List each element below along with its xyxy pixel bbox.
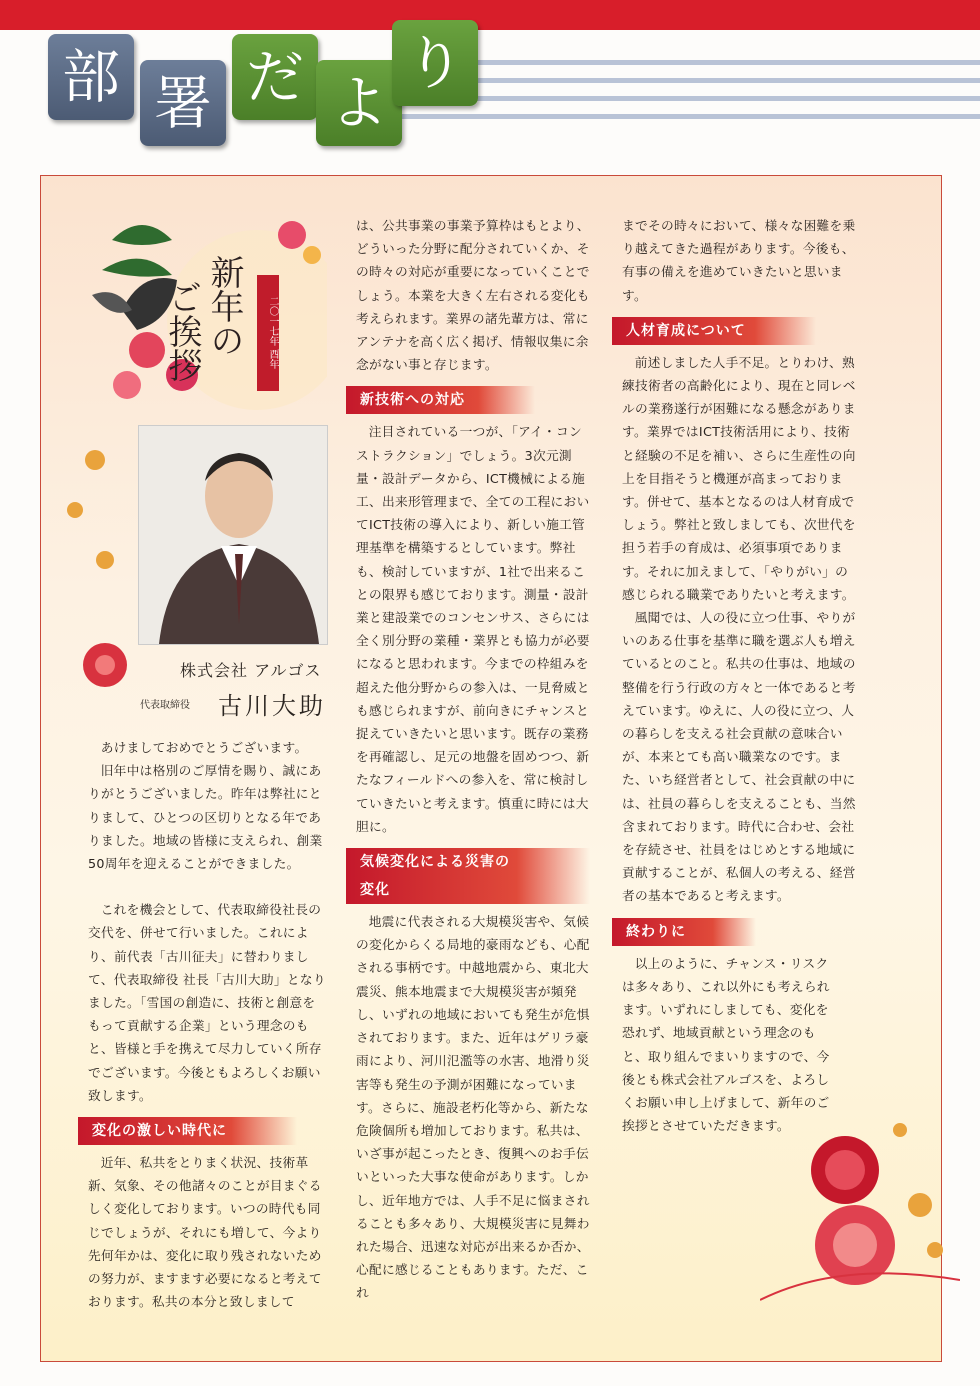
floral-decoration-right — [760, 1100, 960, 1310]
paragraph: 注目されている一つが、「アイ・コンストラクション」でしょう。3次元測量・設計データから、ICT機械による施工、出来形管理まで、全ての工程においてICT技術の導入により、新しい施工管理基準を構築するとしています。弊社も、検討していますが、1社で出来ることの限界も感じております。測量・設計業と建設業でのコンセンサス、さらには全く別分野の業種・業界とも協力が必要になると思われます。今までの枠組みを超えた他分野からの参入は、一見脅威とも感じられますが、前向きにチャンスと捉えていきたいと思います。既存の業務を再確認し、足元の地盤を固めつつ、新たなフィールドへの参入を、常に検討していきたいと考えます。慎重に時には大胆に。 — [356, 424, 590, 834]
company-name: 株式会社 アルゴス — [180, 661, 322, 680]
top-red-bar — [0, 0, 980, 30]
header-tile-sho: 署 — [140, 60, 226, 146]
section-heading: 変化の激しい時代に — [78, 1117, 297, 1145]
section-heading: 終わりに — [612, 918, 756, 946]
author-role: 代表取締役 — [140, 700, 190, 711]
header-tile-da: だ — [232, 34, 318, 120]
new-year-banner — [82, 200, 327, 430]
paragraph: までその時々において、様々な困難を乗り越えてきた過程があります。今後も、有事の備えを進めていきたいと思います。 — [622, 218, 856, 303]
column-2 — [356, 214, 590, 1305]
paragraph: 近年、私共をとりまく状況、技術革新、気象、その他諸々のことが目まぐるしく変化しております。いつの時代も同じでしょうが、それにも増して、今より先何年かは、変化に取り残されないための努力が、ますます必要になると考えております。私共の本分と致しまして — [88, 1155, 322, 1310]
section-heading: 気候変化による災害の変化 — [346, 848, 590, 904]
section-heading: 人材育成について — [612, 317, 816, 345]
paragraph: これを機会として、代表取締役社長の交代を、併せて行いました。これにより、前代表「古川征夫」に替わりまして、代表取締役 社長「古川大助」となりました。「雪国の創造に、技術と創意をもって貢献する企業」という理念のもと、皆様と手を携えて尽力していく所存でございます。今後ともよろしくお願い致します。 — [88, 902, 326, 1103]
paragraph: 以上のように、チャンス・リスクは多々あり、これ以外にも考えられます。いずれにしましても、変化を恐れず、地域貢献という理念のもと、取り組んでまいりますので、今後とも株式会社アルゴスを、よろしくお願い申し上げまして、新年のご挨拶とさせていただきます。 — [622, 955, 830, 1134]
header-stripe — [330, 114, 980, 119]
paragraph: 旧年中は格別のご厚情を賜り、誠にありがとうございました。昨年は弊社にとりまして、ひとつの区切りとなる年でありました。地域の皆様に支えられ、創業50周年を迎えることができました。 — [88, 763, 323, 872]
portrait-photo — [138, 425, 328, 645]
paragraph: は、公共事業の事業予算枠はもとより、どういった分野に配分されていくか、その時々の対応が重要になっていくことでしょう。本業を大きく左右される変化も考えられます。業界の諸先輩方は、常にアンテナを高く広く掲げ、情報収集に余念がない事と存じます。 — [356, 218, 590, 373]
greeting: あけましておめでとうございます。 — [100, 740, 308, 755]
paragraph: 風聞では、人の役に立つ仕事、やりがいのある仕事を基準に職を選ぶ人も増えているとのこと。私共の仕事は、地域の整備を行う行政の方々と一体であると考えています。ゆえに、人の役に立つ、人の暮らしを支える社会貢献の意味合いが、本来とても高い職業なのです。また、いち経営者として、社会貢献の中には、社員の暮らしを支えることも、当然含まれております。時代に合わせ、会社を存続させ、社員をはじめとする地域に貢献することが、私個人の考える、経営者の基本であると考えます。 — [622, 610, 856, 904]
paragraph: 地震に代表される大規模災害や、気候の変化からくる局地的豪雨なども、心配される事柄です。中越地震から、東北大震災、熊本地震まで大規模災害が頻発し、いずれの地域においても発生が危惧されております。また、近年はゲリラ豪雨により、河川氾濫等の水害、地滑り災害等も発生の予測が困難になっています。さらに、施設老朽化等から、新たな危険個所も増加しております。私共は、いざ事が起こったとき、復興へのお手伝いといった大事な使命があります。しかし、近年地方では、人手不足に悩まされることも多々あり、大規模災害に見舞われた場合、迅速な対応が出来るか否か、心配に感じることもあります。ただ、これ — [356, 914, 590, 1301]
column-1 — [88, 736, 326, 1313]
section-heading: 新技術への対応 — [346, 386, 535, 414]
banner-title-2: ご挨拶 — [162, 280, 202, 382]
floral-decoration-left — [55, 430, 135, 690]
person-silhouette — [139, 426, 327, 644]
author-name: 古川大助 — [218, 692, 326, 720]
banner-title-1: 新年の — [204, 255, 244, 357]
header-tile-ri: り — [392, 20, 478, 106]
header-tile-bu: 部 — [48, 34, 134, 120]
year-label: 二〇一七年 酉年 — [257, 275, 279, 391]
paragraph: 前述しました人手不足。とりわけ、熟練技術者の高齢化により、現在と同レベルの業務遂行が困難になる懸念があります。業界ではICT技術活用により、技術と経験の不足を補い、さらに生産性の向上を目指そうと機運が高まっております。併せて、基本となるのは人材育成でしょう。弊社と致しましても、次世代を担う若手の育成は、必須事項であります。それに加えまして、「やりがい」の感じられる職業でありたいと考えます。 — [622, 354, 856, 602]
column-3 — [622, 214, 858, 1137]
header-tile-yo: よ — [316, 60, 402, 146]
